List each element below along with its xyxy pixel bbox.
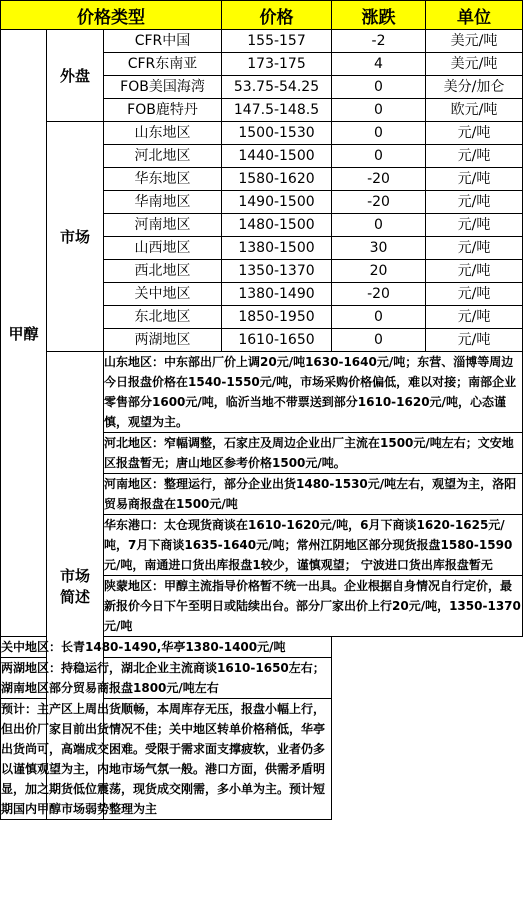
row-change: 0 xyxy=(332,76,426,99)
summary-label-line2: 简述 xyxy=(59,587,90,606)
row-name: 山西地区 xyxy=(104,237,222,260)
row-unit: 元/吨 xyxy=(426,168,523,191)
row-price: 1480-1500 xyxy=(222,214,332,237)
row-price: 1850-1950 xyxy=(222,306,332,329)
row-name: 河南地区 xyxy=(104,214,222,237)
row-price: 1350-1370 xyxy=(222,260,332,283)
summary-label-line1: 市场 xyxy=(59,566,90,585)
col-header-change: 涨跌 xyxy=(332,1,426,30)
summary-paragraph: 陕蒙地区：甲醇主流指导价格暂不统一出具。企业根据自身情况自行定价，最新报价今日下午至明日或陆续出台。部分厂家出价上行20元/吨，1350-1370元/吨 xyxy=(104,576,523,637)
row-unit: 元/吨 xyxy=(426,237,523,260)
row-change: -20 xyxy=(332,283,426,306)
row-name: 西北地区 xyxy=(104,260,222,283)
row-unit: 美分/加仑 xyxy=(426,76,523,99)
summary-row xyxy=(1,658,523,699)
row-name: 东北地区 xyxy=(104,306,222,329)
row-name: 两湖地区 xyxy=(104,329,222,352)
summary-row xyxy=(1,699,523,820)
row-name: 华东地区 xyxy=(104,168,222,191)
row-price: 1500-1530 xyxy=(222,122,332,145)
row-price: 1490-1500 xyxy=(222,191,332,214)
summary-paragraph: 河北地区：窄幅调整，石家庄及周边企业出厂主流在1500元/吨左右；文安地区报盘暂无；唐山地区参考价格1500元/吨。 xyxy=(104,433,523,474)
row-unit: 欧元/吨 xyxy=(426,99,523,122)
row-name: FOB美国海湾 xyxy=(104,76,222,99)
row-price: 1580-1620 xyxy=(222,168,332,191)
header-row xyxy=(1,1,523,30)
row-change: 0 xyxy=(332,99,426,122)
row-unit: 元/吨 xyxy=(426,145,523,168)
col-header-unit: 单位 xyxy=(426,1,523,30)
row-price: 1380-1490 xyxy=(222,283,332,306)
summary-paragraph: 山东地区：中东部出厂价上调20元/吨1630-1640元/吨；东营、淄博等周边今日报盘价格在1540-1550元/吨，市场采购价格偏低，难以对接；南部企业零售部分1600元/吨，临沂当地不带票送到部分1610-1620元/吨，心态谨慎，观望为主。 xyxy=(104,352,523,433)
row-unit: 美元/吨 xyxy=(426,53,523,76)
summary-row xyxy=(1,352,523,433)
row-change: 0 xyxy=(332,329,426,352)
row-unit: 元/吨 xyxy=(426,260,523,283)
table-row xyxy=(1,30,523,53)
row-unit: 元/吨 xyxy=(426,306,523,329)
row-change: 0 xyxy=(332,145,426,168)
summary-row xyxy=(1,637,523,658)
row-change: 0 xyxy=(332,122,426,145)
outer-market-label: 外盘 xyxy=(47,30,104,122)
summary-paragraph: 关中地区：长青1480-1490,华亭1380-1400元/吨 xyxy=(1,637,332,658)
row-name: 关中地区 xyxy=(104,283,222,306)
row-name: 山东地区 xyxy=(104,122,222,145)
row-unit: 美元/吨 xyxy=(426,30,523,53)
col-header-price: 价格 xyxy=(222,1,332,30)
summary-paragraph: 预计：主产区上周出货顺畅，本周库存无压，报盘小幅上行，但出价厂家目前出货情况不佳；关中地区转单价格稍低，华亭出货尚可，高端成交困难。受限于需求面支撑疲软，业者仍多以谨慎观望为主，内地市场气氛一般。港口方面，供需矛盾明显，加之期货低位震荡，现货成交刚需，多小单为主。预计短期国内甲醇市场弱势整理为主 xyxy=(1,699,332,820)
col-header-type: 价格类型 xyxy=(1,1,222,30)
row-price: 1440-1500 xyxy=(222,145,332,168)
row-unit: 元/吨 xyxy=(426,283,523,306)
row-change: 4 xyxy=(332,53,426,76)
product-label: 甲醇 xyxy=(1,30,47,637)
row-unit: 元/吨 xyxy=(426,214,523,237)
summary-paragraph: 河南地区：整理运行，部分企业出货1480-1530元/吨左右，观望为主，洛阳贸易商报盘在1500元/吨 xyxy=(104,474,523,515)
row-name: 河北地区 xyxy=(104,145,222,168)
row-change: 0 xyxy=(332,214,426,237)
row-name: FOB鹿特丹 xyxy=(104,99,222,122)
row-change: -20 xyxy=(332,191,426,214)
row-unit: 元/吨 xyxy=(426,329,523,352)
row-price: 173-175 xyxy=(222,53,332,76)
row-change: 30 xyxy=(332,237,426,260)
domestic-market-label: 市场 xyxy=(47,122,104,352)
row-unit: 元/吨 xyxy=(426,191,523,214)
summary-paragraph: 华东港口：太仓现货商谈在1610-1620元/吨，6月下商谈1620-1625元/吨，7月下商谈1635-1640元/吨；常州江阴地区部分现货报盘1580-1590元/吨，南通进口货出库报盘1较少，谨慎观望； 宁波进口货出库报盘暂无 xyxy=(104,515,523,576)
row-price: 155-157 xyxy=(222,30,332,53)
row-unit: 元/吨 xyxy=(426,122,523,145)
row-name: CFR中国 xyxy=(104,30,222,53)
table-row xyxy=(1,122,523,145)
row-name: 华南地区 xyxy=(104,191,222,214)
row-change: -20 xyxy=(332,168,426,191)
row-price: 147.5-148.5 xyxy=(222,99,332,122)
row-price: 1610-1650 xyxy=(222,329,332,352)
row-change: 20 xyxy=(332,260,426,283)
row-change: 0 xyxy=(332,306,426,329)
row-name: CFR东南亚 xyxy=(104,53,222,76)
summary-paragraph: 两湖地区：持稳运行，湖北企业主流商谈1610-1650左右；湖南地区部分贸易商报盘1800元/吨左右 xyxy=(1,658,332,699)
row-price: 1380-1500 xyxy=(222,237,332,260)
row-change: -2 xyxy=(332,30,426,53)
row-price: 53.75-54.25 xyxy=(222,76,332,99)
